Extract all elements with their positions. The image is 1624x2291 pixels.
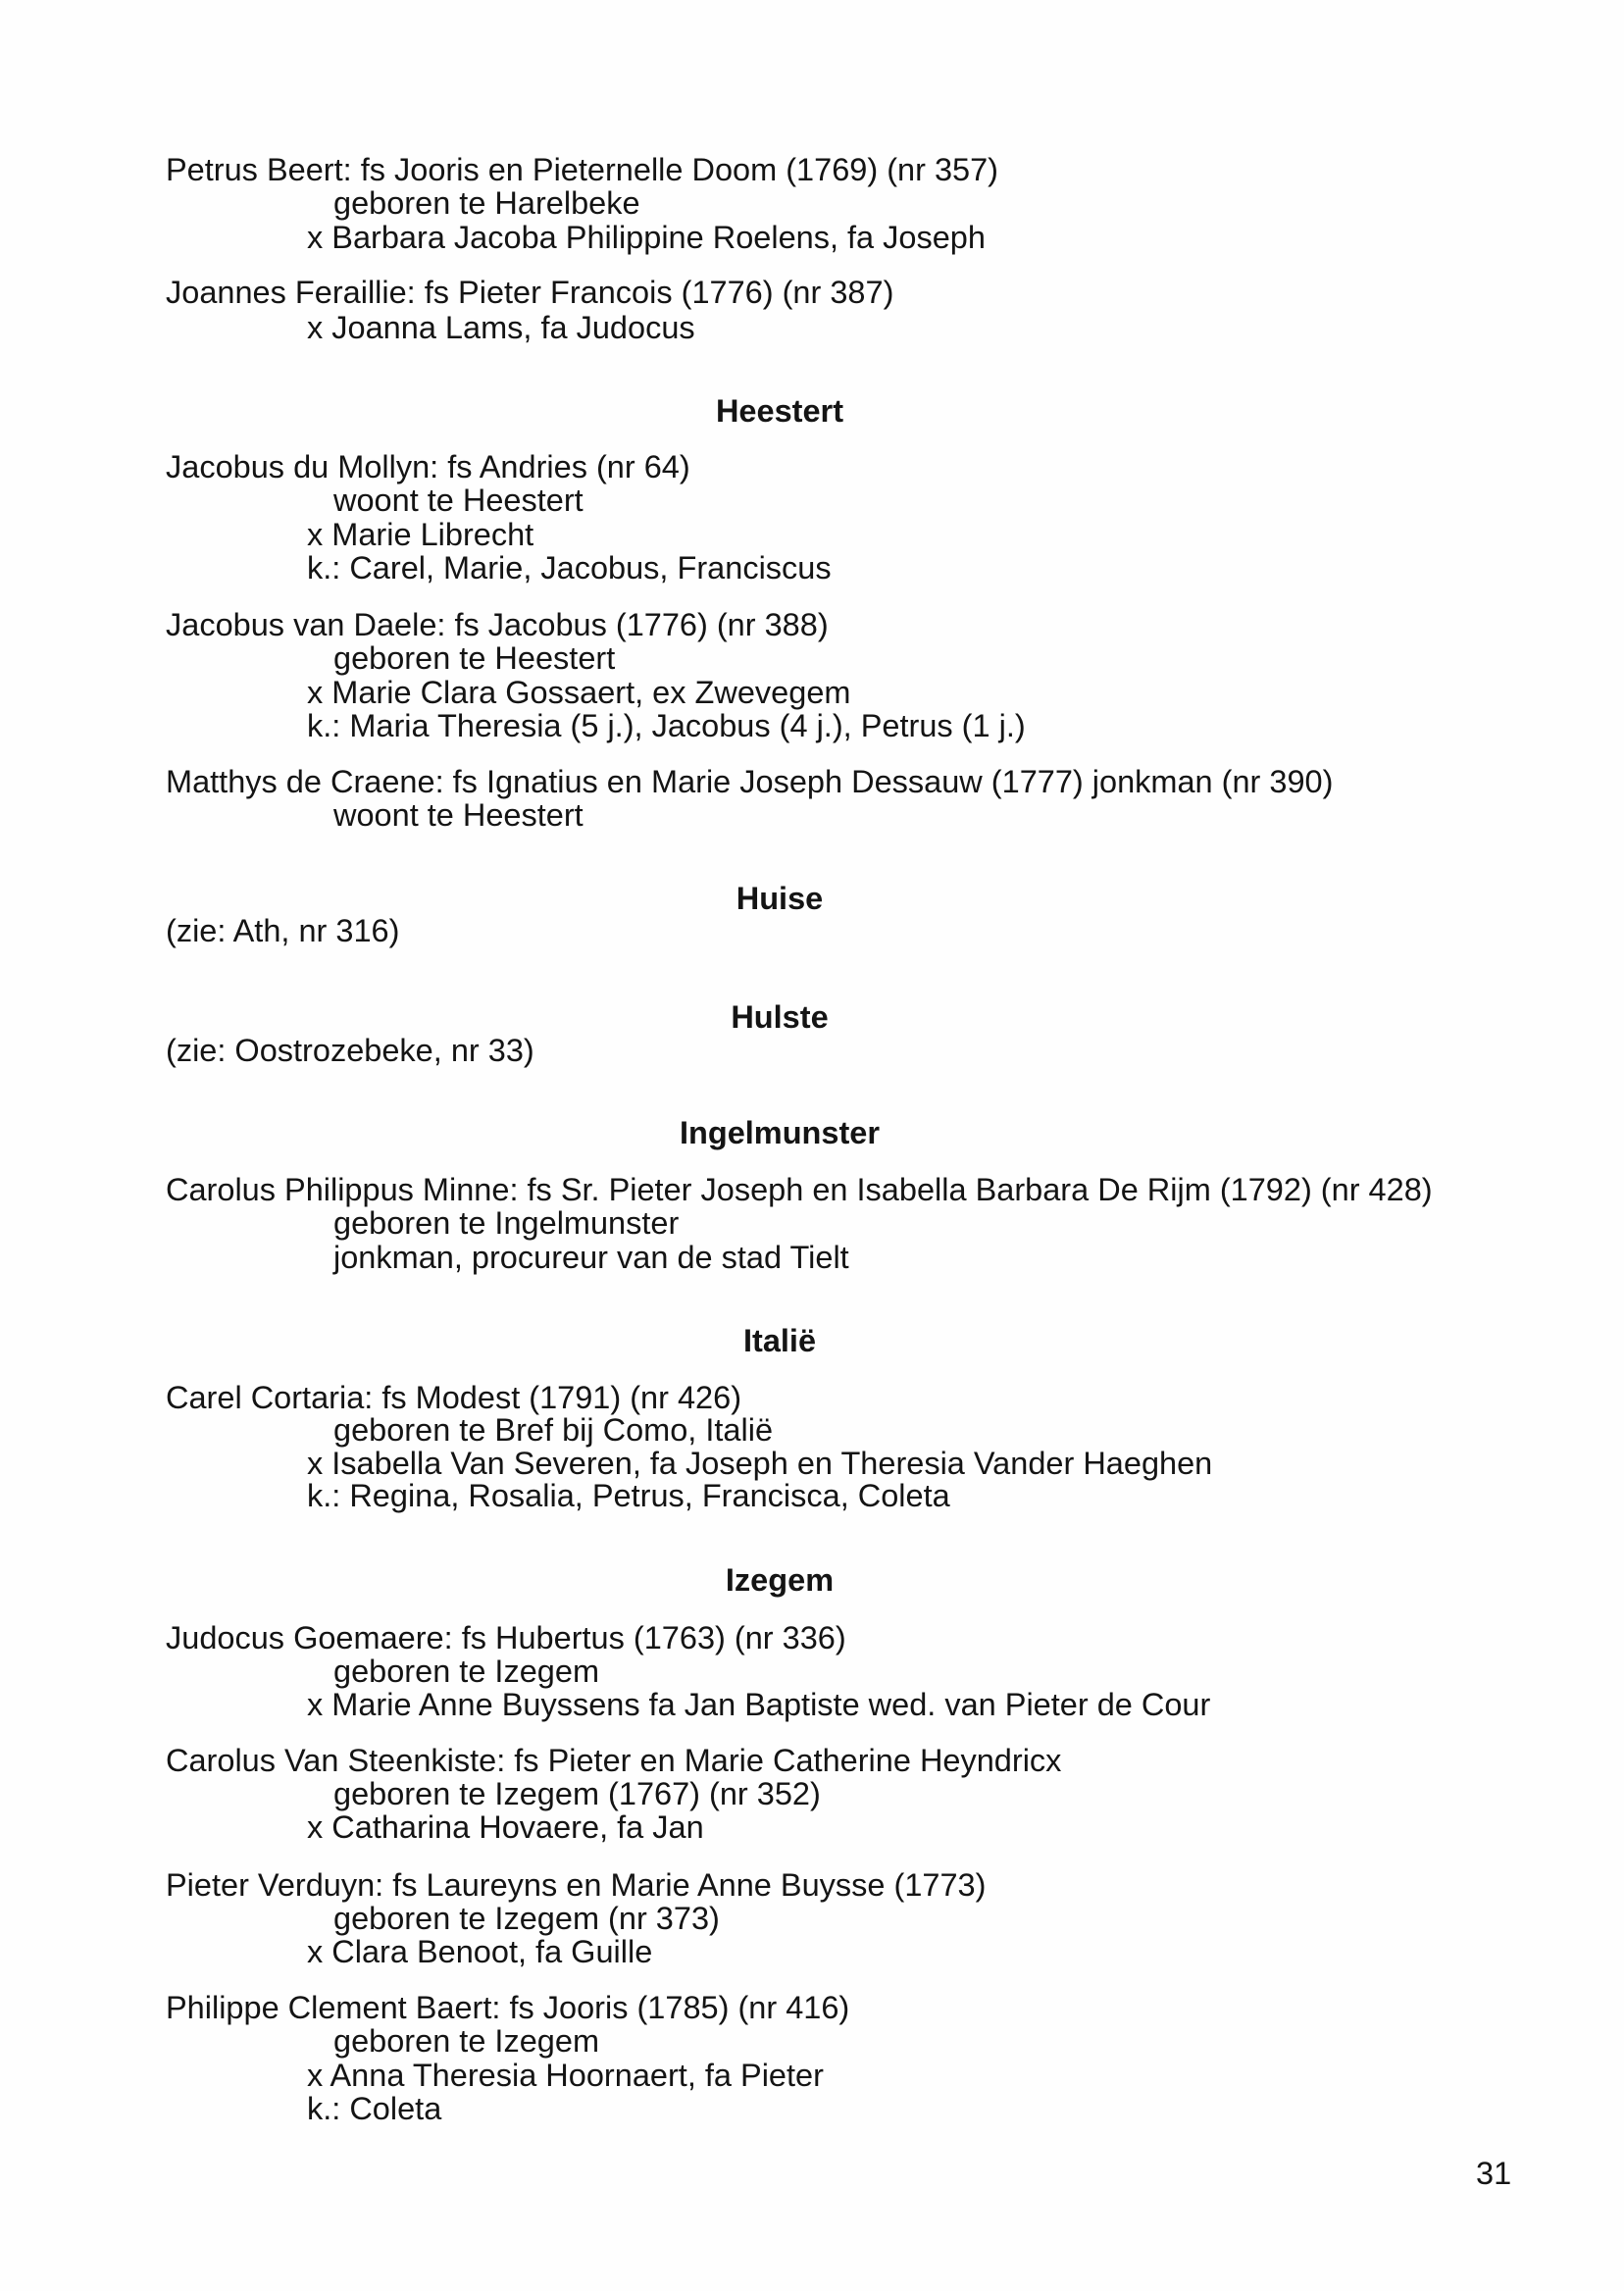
marriage-line: x Joanna Lams, fa Judocus <box>307 310 695 345</box>
entry-name-line: Petrus Beert: fs Jooris en Pieternelle Doom (1769) (nr 357) <box>166 152 998 187</box>
cross-reference: (zie: Oostrozebeke, nr 33) <box>166 1033 534 1068</box>
entry-name-line: Jacobus du Mollyn: fs Andries (nr 64) <box>166 449 690 484</box>
residence-line: woont te Heestert <box>333 797 584 833</box>
section-heading: Italië <box>742 1323 817 1358</box>
children-line: k.: Carel, Marie, Jacobus, Franciscus <box>307 550 832 585</box>
section-heading: Ingelmunster <box>679 1115 881 1150</box>
section-heading: Izegem <box>725 1562 835 1598</box>
cross-reference: (zie: Ath, nr 316) <box>166 913 400 948</box>
birth-line: geboren te Ingelmunster <box>333 1205 680 1241</box>
entry-name-line: Philippe Clement Baert: fs Jooris (1785) (nr 416) <box>166 1990 850 2025</box>
birth-line: geboren te Izegem (1767) (nr 352) <box>333 1776 821 1811</box>
entry-name-line: Pieter Verduyn: fs Laureyns en Marie Anne Buysse (1773) <box>166 1867 987 1903</box>
birth-line: geboren te Izegem <box>333 2023 600 2059</box>
marriage-line: x Barbara Jacoba Philippine Roelens, fa Joseph <box>307 220 986 255</box>
birth-line: geboren te Heestert <box>333 640 616 676</box>
children-line: k.: Maria Theresia (5 j.), Jacobus (4 j.), Petrus (1 j.) <box>307 708 1026 743</box>
children-line: k.: Coleta <box>307 2091 442 2126</box>
birth-line: geboren te Izegem <box>333 1654 600 1689</box>
marriage-line: x Clara Benoot, fa Guille <box>307 1934 653 1969</box>
entry-name-line: Carolus Philippus Minne: fs Sr. Pieter Joseph en Isabella Barbara De Rijm (1792) (nr 428) <box>166 1172 1433 1207</box>
page-number: 31 <box>1476 2156 1512 2191</box>
marriage-line: x Marie Anne Buyssens fa Jan Baptiste wed. van Pieter de Cour <box>307 1687 1211 1722</box>
marriage-line: x Marie Librecht <box>307 517 534 552</box>
section-heading: Heestert <box>715 393 844 429</box>
residence-line: woont te Heestert <box>333 483 584 518</box>
entry-name-line: Judocus Goemaere: fs Hubertus (1763) (nr 336) <box>166 1620 846 1655</box>
entry-name-line: Joannes Feraillie: fs Pieter Francois (1776) (nr 387) <box>166 275 894 310</box>
entry-name-line: Carel Cortaria: fs Modest (1791) (nr 426) <box>166 1380 742 1415</box>
birth-line: geboren te Izegem (nr 373) <box>333 1901 720 1936</box>
entry-name-line: Carolus Van Steenkiste: fs Pieter en Marie Catherine Heyndricx <box>166 1743 1062 1778</box>
birth-line: geboren te Bref bij Como, Italië <box>333 1412 774 1448</box>
marriage-line: x Marie Clara Gossaert, ex Zwevegem <box>307 675 851 710</box>
birth-line: geboren te Harelbeke <box>333 185 640 221</box>
occupation-line: jonkman, procureur van de stad Tielt <box>333 1240 849 1275</box>
marriage-line: x Catharina Hovaere, fa Jan <box>307 1809 704 1845</box>
entry-name-line: Jacobus van Daele: fs Jacobus (1776) (nr 388) <box>166 607 829 642</box>
entry-name-line: Matthys de Craene: fs Ignatius en Marie Joseph Dessauw (1777) jonkman (nr 390) <box>166 764 1334 799</box>
section-heading: Hulste <box>731 999 829 1035</box>
marriage-line: x Anna Theresia Hoornaert, fa Pieter <box>307 2058 824 2093</box>
marriage-line: x Isabella Van Severen, fa Joseph en Theresia Vander Haeghen <box>307 1446 1213 1481</box>
section-heading: Huise <box>736 881 824 916</box>
children-line: k.: Regina, Rosalia, Petrus, Francisca, Coleta <box>307 1478 950 1513</box>
